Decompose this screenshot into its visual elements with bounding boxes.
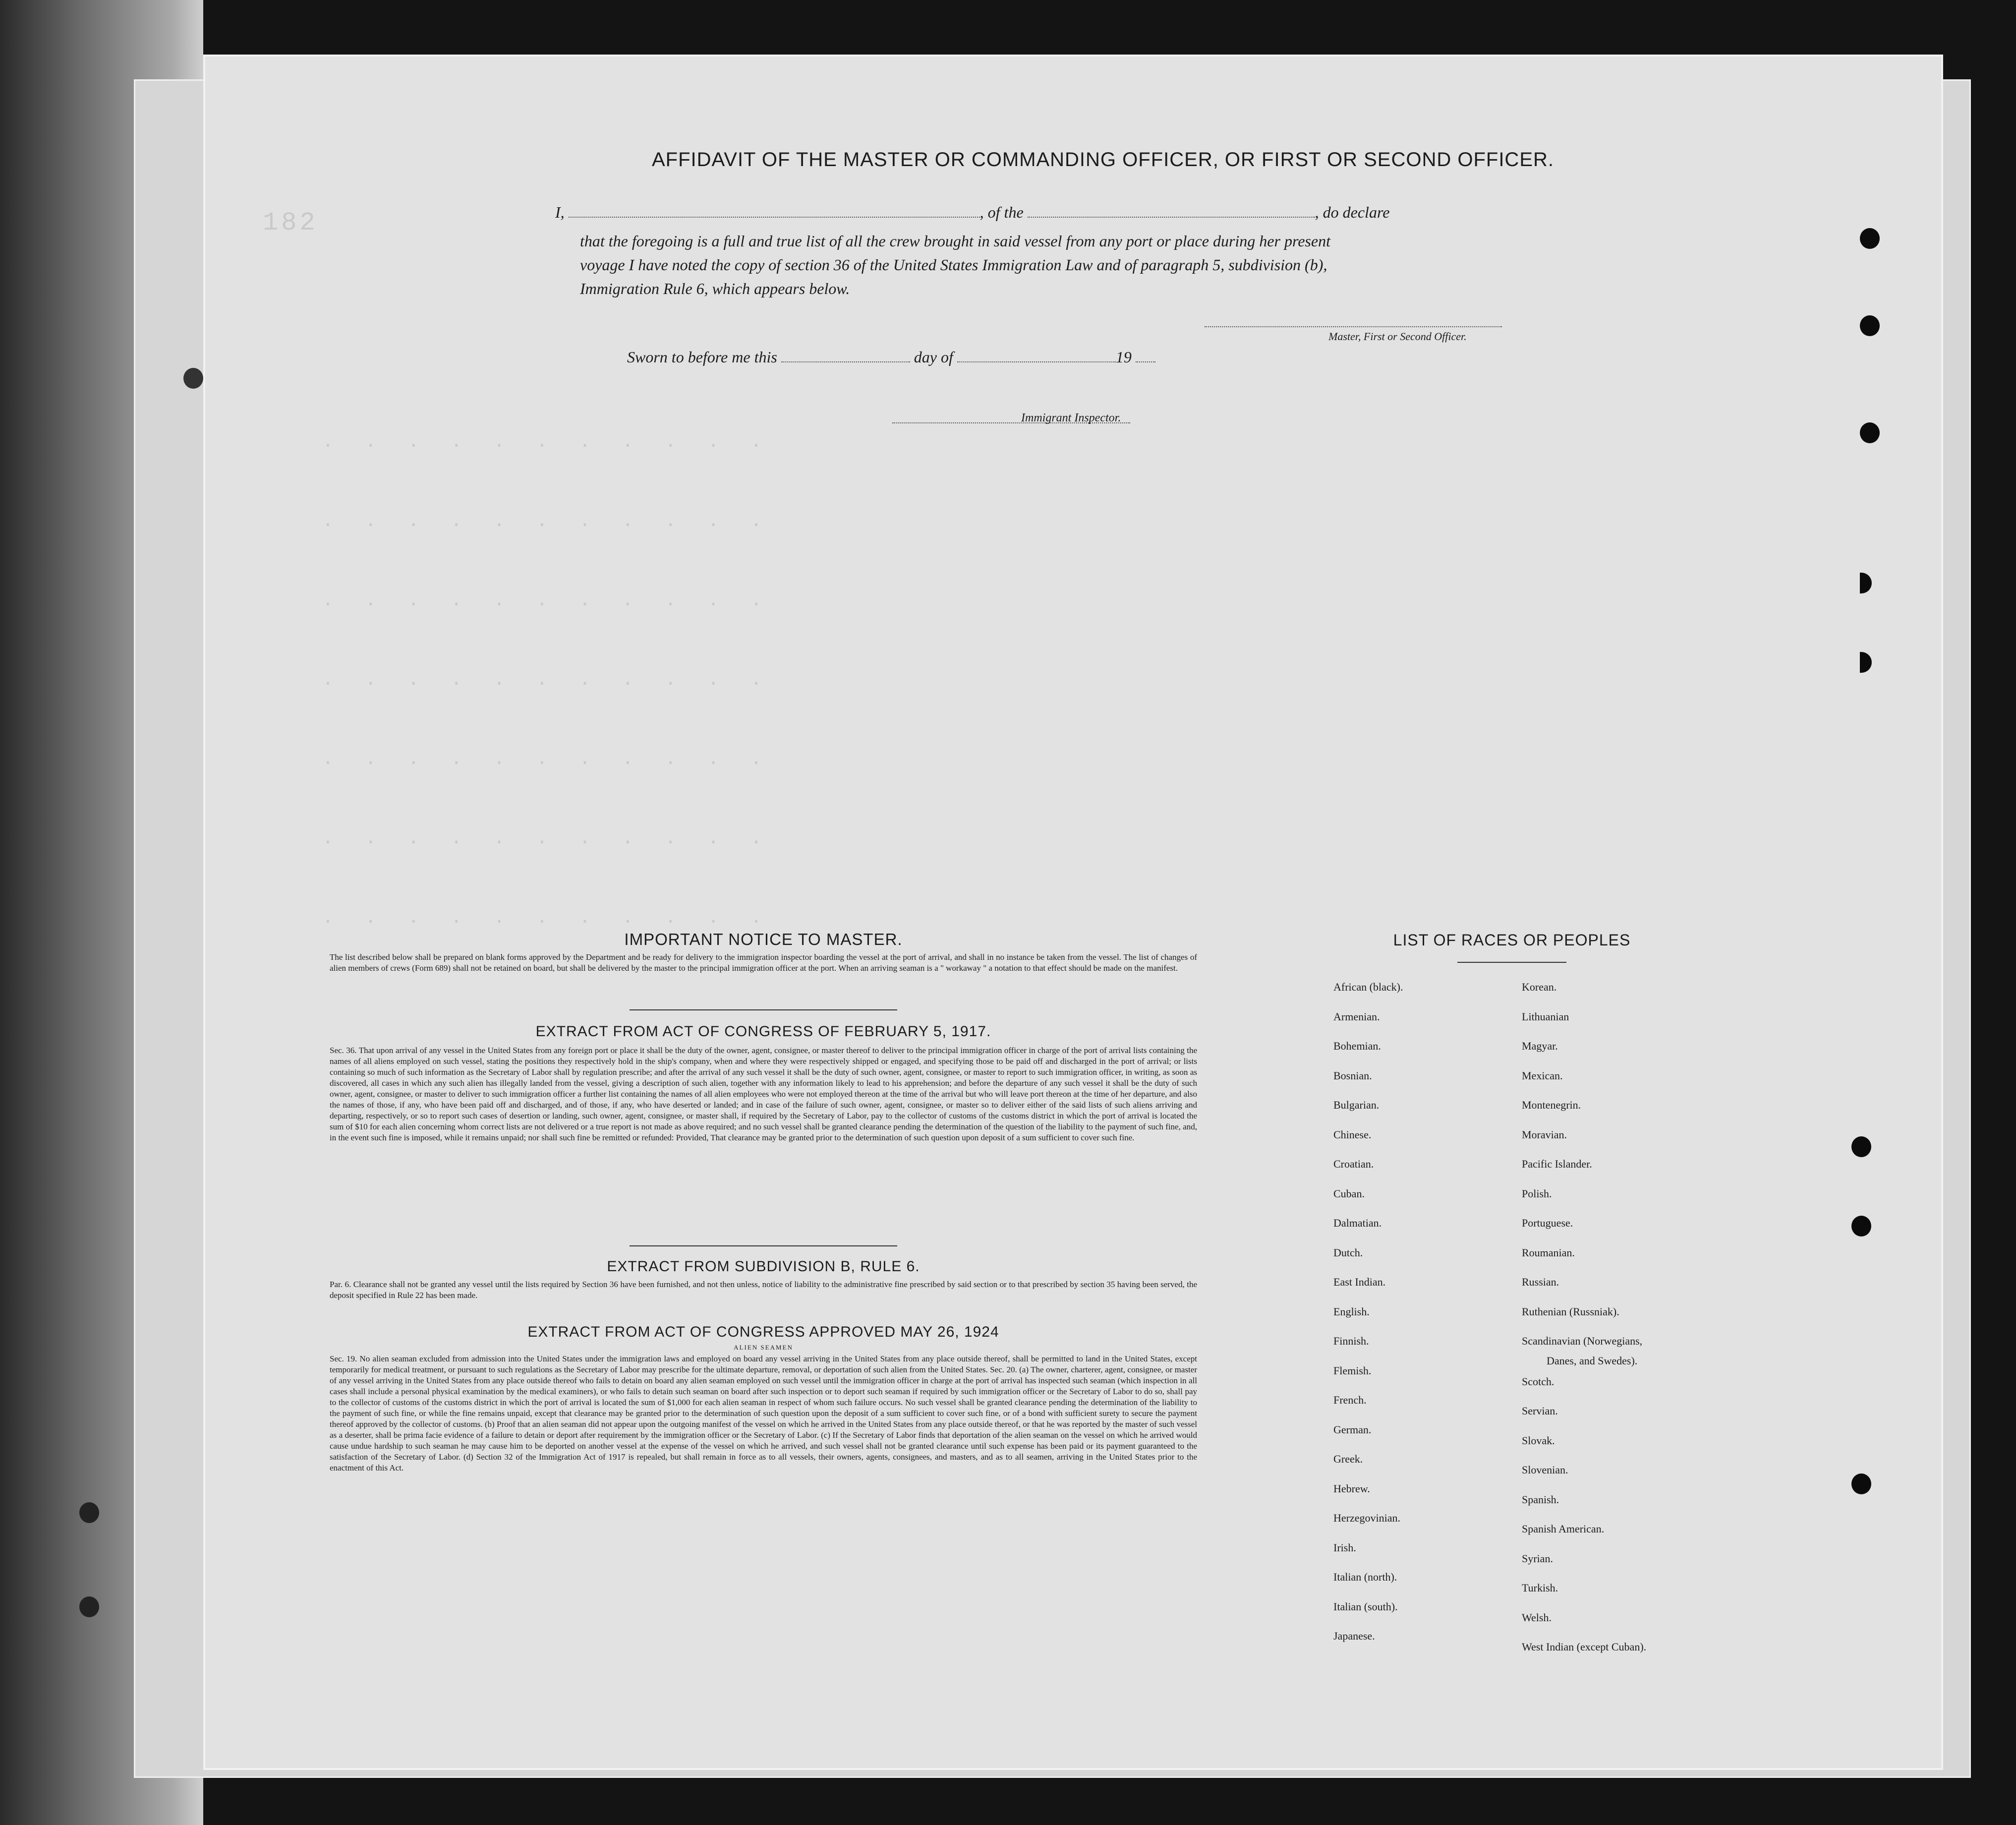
binder-hole xyxy=(1860,315,1880,336)
race-item: Flemish. xyxy=(1333,1364,1372,1377)
bleed-through-row: . . . . . . . . . . . xyxy=(322,749,765,770)
extract-1917-title: EXTRACT FROM ACT OF CONGRESS OF FEBRUARY 5, 1917. xyxy=(535,1023,991,1040)
race-item: Montenegrin. xyxy=(1522,1099,1581,1111)
margin-number: 182 xyxy=(263,208,318,237)
sworn-day-field[interactable] xyxy=(781,361,910,362)
day-of-label: day of xyxy=(914,348,953,366)
race-item: Spanish. xyxy=(1522,1493,1559,1506)
year-label: 19 xyxy=(1115,348,1132,366)
bleed-through-row: . . . . . . . . . . . xyxy=(322,828,765,849)
race-item-continuation: Danes, and Swedes). xyxy=(1547,1354,1638,1367)
race-item: Servian. xyxy=(1522,1405,1558,1417)
divider xyxy=(630,1245,897,1246)
race-item: Dutch. xyxy=(1333,1246,1363,1259)
extract-1917-text: Sec. 36. That upon arrival of any vessel in the United States from any foreign port or place it shall be the duty of the owner, agent, consignee, or master thereof to deliver to the principal immigration officer in charge of the port of arrival lists containing the names of all aliens employed on such vessel, stating the positions they respectively hold in the ship's company, when and where they were respectively shipped or engaged, and specifying those to be paid off and discharged in the port of arrival; or lists containing so much of such information as the Secretary of Labor shall by regulation prescribe; and after the arrival of any such vessel it shall be the duty of such owner, agent, consignee, or master to report to such immigration officer, in writing, as soon as discovered, all cases in which any such alien has illegally landed from the vessel, giving a description of such alien, together with any information likely to lead to his apprehension; and before the departure of any such vessel it shall be the duty of such owner, agent, consignee, or master to deliver to such immigration officer a further list containing the names of all alien employees who were not employed thereon at the time of the arrival but who will leave port thereon at the time of her departure, and also the names of those, if any, who have been paid off and discharged, and of those, if any, who have deserted or landed; and in case of the failure of such owner, agent, consignee, or master so to deliver either of the said lists of such aliens arriving and departing, respectively, or so to report such cases of desertion or landing, such owner, agent, consignee, or master shall, if required by the Secretary of Labor, pay to the collector of customs of the customs district in which the port of arrival is located the sum of $10 for each alien concerning whom correct lists are not delivered or a true report is not made as above required; and no such vessel shall be granted clearance pending the determination of the question of the liability to the payment of such fine, and, in the event such fine is imposed, while it remains unpaid; nor shall such fine be remitted or refunded: Provided, That clearance may be granted prior to the determination of such question upon deposit of a sum sufficient to cover such fine. xyxy=(330,1046,1197,1142)
declare-label: , do declare xyxy=(1315,203,1390,221)
race-item: French. xyxy=(1333,1394,1367,1406)
of-the-label: , of the xyxy=(979,203,1024,221)
race-item: Chinese. xyxy=(1333,1128,1372,1141)
bleed-through-row: . . . . . . . . . . . xyxy=(322,907,765,929)
race-item: West Indian (except Cuban). xyxy=(1522,1641,1647,1653)
race-item: Korean. xyxy=(1522,981,1557,993)
affidavit-line-2: that the foregoing is a full and true list of all the crew brought in said vessel from any port or place during her present xyxy=(580,232,1330,250)
race-item: Portuguese. xyxy=(1522,1217,1573,1229)
race-item: Turkish. xyxy=(1522,1582,1558,1594)
race-item: Mexican. xyxy=(1522,1069,1563,1082)
affidavit-i-label: I, xyxy=(555,203,565,221)
sworn-label: Sworn to before me this xyxy=(627,348,777,366)
race-item: Slovak. xyxy=(1522,1434,1555,1447)
form-page xyxy=(203,55,1943,1770)
affidavit-title: AFFIDAVIT OF THE MASTER OR COMMANDING OFFICER, OR FIRST OR SECOND OFFICER. xyxy=(652,149,1554,171)
extract-1924-subtitle: ALIEN SEAMEN xyxy=(734,1344,793,1351)
race-item: Bohemian. xyxy=(1333,1040,1381,1052)
binder-hole xyxy=(79,1596,99,1617)
race-item: Japanese. xyxy=(1333,1630,1375,1642)
notice-title: IMPORTANT NOTICE TO MASTER. xyxy=(624,930,903,948)
race-item: Irish. xyxy=(1333,1541,1356,1554)
race-item: Spanish American. xyxy=(1522,1523,1605,1535)
race-item: Herzegovinian. xyxy=(1333,1512,1400,1524)
race-item: Italian (north). xyxy=(1333,1571,1397,1583)
divider xyxy=(1457,962,1566,963)
race-item: Greek. xyxy=(1333,1453,1363,1465)
race-item: Finnish. xyxy=(1333,1335,1369,1347)
bleed-through-row: . . . . . . . . . . . xyxy=(322,431,765,453)
bleed-through-row: . . . . . . . . . . . xyxy=(322,669,765,691)
race-item: Hebrew. xyxy=(1333,1482,1370,1495)
extract-1924-text: Sec. 19. No alien seaman excluded from admission into the United States under the immigration laws and employed on board any vessel arriving in the United States from any place outside thereof, shall be permitted to land in the United States, except temporarily for medical treatment, or pursuant to such regulations as the Secretary of Labor may prescribe for the ultimate departure, removal, or deportation of such alien from the United States. Sec. 20. (a) The owner, charterer, agent, consignee, or master of any vessel arriving in the United States from any place outside thereof who fails to detain on board any alien seaman employed on such vessel until the immigration officer in charge at the port of arrival has inspected such seaman (which inspection in all cases shall include a personal physical examination by the medical examiners), or who fails to detain such seaman on board after such inspection or to deport such seaman if required by such immigration officer or the Secretary of Labor to do so, shall pay to the collector of customs of the customs district in which the port of arrival is located the sum of $1,000 for each alien seaman in respect of whom such failure occurs. No such vessel shall be granted clearance pending the determination of the liability to the payment of such fine, or while the fine remains unpaid, except that clearance may be granted prior to the determination of such question upon the deposit of a sum sufficient to cover such fine, or of a bond with sufficient surety to secure the payment thereof approved by the collector of customs. (b) Proof that an alien seaman did not appear upon the outgoing manifest of the vessel on which he arrived in the United States from any place outside thereof, or that he was reported by the master of such vessel as a deserter, shall be prima facie evidence of a failure to detain or deport after requirement by the immigration officer or the Secretary of Labor. (c) If the Secretary of Labor finds that deportation of the alien seaman on the vessel on which he arrived would cause undue hardship to such seaman he may cause him to be deported on another vessel at the expense of the vessel on which he arrived, and such vessel shall not be granted clearance until such expense has been paid or its payment guaranteed to the satisfaction of the Secretary of Labor. (d) Section 32 of the Immigration Act of 1917 is repealed, but shall remain in force as to all vessels, their owners, agents, consignees, and masters, and as to all seamen, arriving in the United States prior to the enactment of this Act. xyxy=(330,1354,1197,1472)
vessel-field[interactable] xyxy=(1028,217,1315,218)
bleed-through-row: . . . . . . . . . . . xyxy=(322,590,765,611)
race-item: Scandinavian (Norwegians, xyxy=(1522,1335,1643,1347)
race-item: German. xyxy=(1333,1423,1372,1436)
race-item: Lithuanian xyxy=(1522,1010,1569,1023)
binder-hole xyxy=(1851,1136,1871,1157)
race-item: African (black). xyxy=(1333,981,1403,993)
extract-1924-title: EXTRACT FROM ACT OF CONGRESS APPROVED MAY 26, 1924 xyxy=(527,1324,999,1340)
rule-6-text: Par. 6. Clearance shall not be granted any vessel until the lists required by Section 36 have been furnished, and not then unless, notice of liability to the administrative fine prescribed by said section or to that prescribed by section 35 having been served, the deposit specified in Rule 22 has been made. xyxy=(330,1280,1197,1300)
binder-hole xyxy=(1860,228,1880,249)
rule-6-title: EXTRACT FROM SUBDIVISION B, RULE 6. xyxy=(607,1258,920,1275)
race-item: Slovenian. xyxy=(1522,1464,1568,1476)
race-item: Moravian. xyxy=(1522,1128,1567,1141)
race-item: Magyar. xyxy=(1522,1040,1558,1052)
affidavit-line-3: voyage I have noted the copy of section 36 of the United States Immigration Law and of paragraph 5, subdivision (b), xyxy=(580,256,1327,274)
race-item: Scotch. xyxy=(1522,1375,1555,1388)
sworn-month-field[interactable] xyxy=(957,361,1116,362)
race-item: Armenian. xyxy=(1333,1010,1380,1023)
race-item: Croatian. xyxy=(1333,1158,1374,1170)
sworn-year-field[interactable] xyxy=(1136,361,1155,362)
race-item: Bosnian. xyxy=(1333,1069,1372,1082)
binder-hole xyxy=(183,368,203,389)
binder-hole xyxy=(79,1502,99,1523)
race-item: Russian. xyxy=(1522,1276,1559,1288)
affidavit-line-1 xyxy=(555,203,1571,222)
affidavit-line-4: Immigration Rule 6, which appears below. xyxy=(580,280,850,297)
race-item: Cuban. xyxy=(1333,1187,1365,1200)
races-title: LIST OF RACES OR PEOPLES xyxy=(1393,931,1631,949)
binder-hole xyxy=(1860,422,1880,443)
race-item: Italian (south). xyxy=(1333,1600,1398,1613)
bleed-through-row: . . . . . . . . . . . xyxy=(322,511,765,532)
race-item: Ruthenian (Russniak). xyxy=(1522,1305,1619,1318)
race-item: Welsh. xyxy=(1522,1611,1552,1624)
race-item: Bulgarian. xyxy=(1333,1099,1380,1111)
name-field[interactable] xyxy=(569,217,980,218)
divider xyxy=(630,1009,897,1010)
master-signature-label: Master, First or Second Officer. xyxy=(1328,330,1467,343)
notice-text: The list described below shall be prepared on blank forms approved by the Department and be ready for delivery to the immigration inspector boarding the vessel at the port of arrival, and shall in no instance be taken from the vessel. The list of changes of alien members of crews (Form 689) shall not be retained on board, but shall be delivered by the master to the principal immigration officer at the port. When an arriving seaman is a " workaway " a notation to that effect should be made on the manifest. xyxy=(330,952,1197,973)
race-item: Dalmatian. xyxy=(1333,1217,1382,1229)
race-item: East Indian. xyxy=(1333,1276,1386,1288)
race-item: English. xyxy=(1333,1305,1370,1318)
race-item: Roumanian. xyxy=(1522,1246,1575,1259)
sworn-line xyxy=(627,348,1155,366)
inspector-label: Immigrant Inspector. xyxy=(1021,412,1121,424)
race-item: Syrian. xyxy=(1522,1552,1553,1565)
binder-hole xyxy=(1851,1473,1871,1494)
binder-hole xyxy=(1851,1216,1871,1236)
master-signature-line[interactable] xyxy=(1205,326,1502,327)
race-item: Polish. xyxy=(1522,1187,1552,1200)
race-item: Pacific Islander. xyxy=(1522,1158,1592,1170)
